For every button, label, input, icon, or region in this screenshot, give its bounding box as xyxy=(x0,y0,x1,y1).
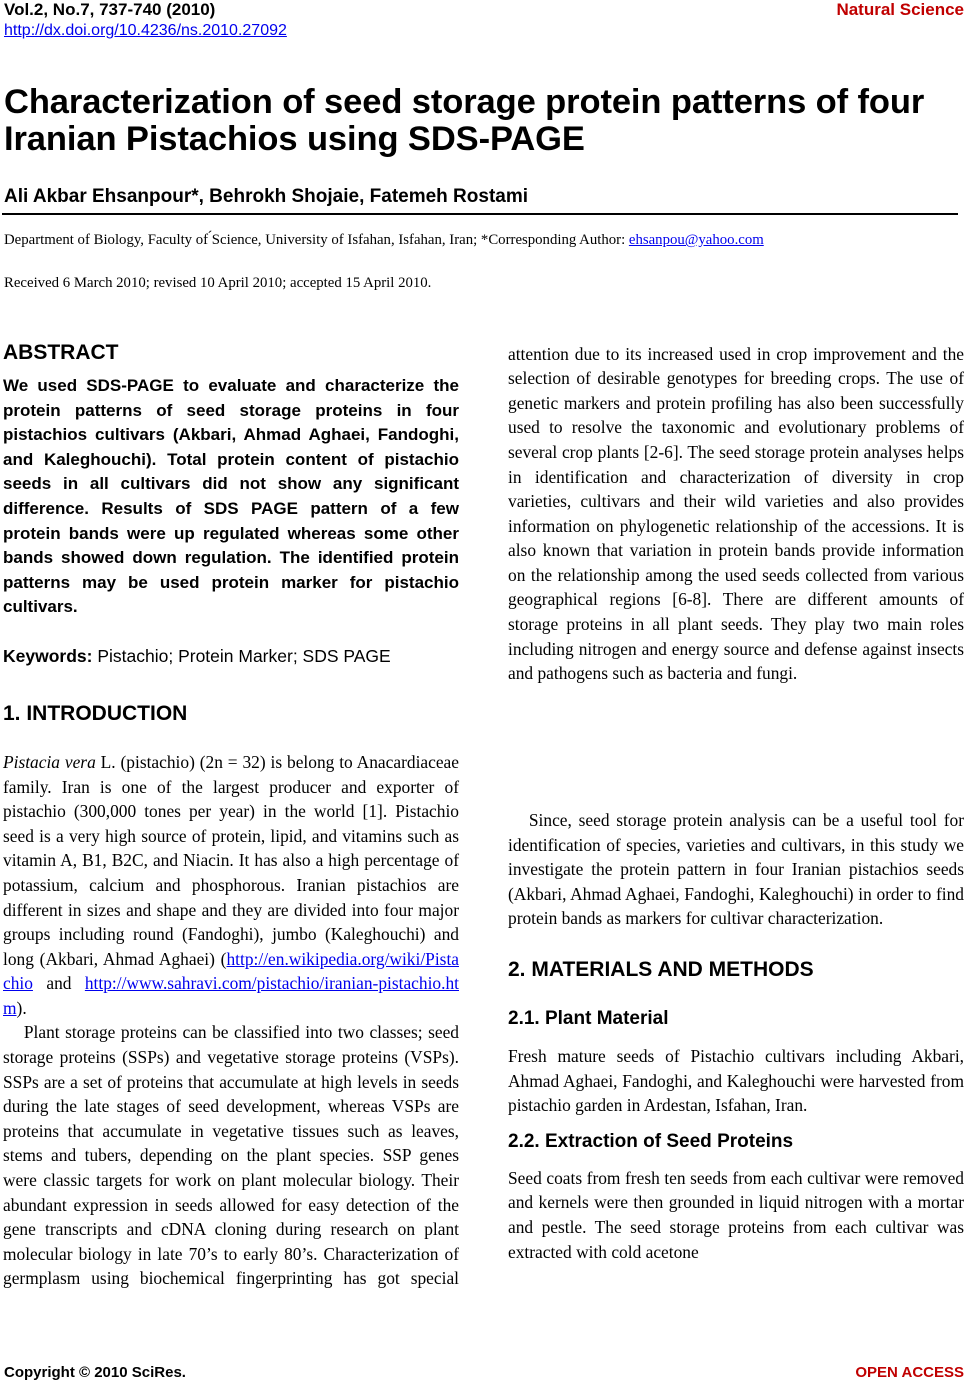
intro-paragraph-2-continued xyxy=(508,343,964,808)
citation: Vol.2, No.7, 737-740 (2010) xyxy=(4,0,216,19)
article-title: Characterization of seed storage protein patterns of four Iranian Pistachios using SDS-PAGE xyxy=(4,83,925,158)
received-dates: Received 6 March 2010; revised 10 April 2010; accepted 15 April 2010. xyxy=(4,275,432,291)
keywords xyxy=(3,644,459,668)
intro-p1-text: L. (pistachio) (2n = 32) is belong to Anacardiaceae family. Iran is one of the largest producer and exporter of pistachio (300,000 tones per year) in the world [1]. Pistachio seed is a very high source of protein, lipid, and vitamins such as vitamin A, B1, B2C, and Niacin. It has also a high percentage of potassium, calcium and phosphorous. Iranian pistachios are different in sizes and shape and they are divided into four major groups including round (Fandoghi), jumbo (Kaleghouchi) and long (Akbari, Ahmad Aghaei) ( xyxy=(3,751,459,969)
title-divider xyxy=(2,213,958,215)
authors: Ali Akbar Ehsanpour*, Behrokh Shojaie, Fatemeh Rostami xyxy=(4,186,529,207)
intro-p2-continuation: attention due to its increased used in crop improvement and the selection of desirable genotypes for breeding crops. The use of genetic markers and protein profiling has also been successfully used to resolve the taxonomic and evolutionary problems of several crop plants [2-6]. The seed storage protein analyses helps in identification and characterization of diversity in crop varieties, cultivars and their wild varieties and also provides information on phylogenetic relationship of the accessions. It is also known that variation in protein bands provide information on the relationship among the used seeds collected from various geographical regions [6-8]. There are different amounts of storage proteins in all plant seeds. They play two main roles including nitrogen and energy source and defense against insects and pathogens such as bacteria and fungi. xyxy=(508,343,964,684)
affiliation-text: Department of Biology, Faculty of ́Science, University of Isfahan, Isfahan, Iran; *Corresponding Author: xyxy=(4,232,629,248)
intro-paragraph-2: Plant storage proteins can be classified into two classes; seed storage proteins (SSPs) and vegetative storage proteins (VSPs). SSPs are a set of proteins that accumulate at high levels in seeds during the late stages of seed development, whereas VSPs are proteins that accumulate in vegetative tissues such as leaves, stems and tubers, depending on the plant species. SSP genes were classic targets for work on plant molecular biology. Their abundant expression in seeds allowed for easy detection of the gene transcripts and cDNA cloning during research on plant molecular biology in late 70’s to early 80’s. Characterization of germplasm using biochemical fingerprinting has got special xyxy=(3,1022,459,1289)
left-column xyxy=(3,340,459,1292)
plant-material-heading: 2.1. Plant Material xyxy=(508,1007,669,1029)
keywords-list: Pistachio; Protein Marker; SDS PAGE xyxy=(92,645,391,666)
intro-paragraph-3: Since, seed storage protein analysis can be a useful tool for identification of species, varieties and cultivars, in this study we investigate the protein pattern in four Iranian pistachios seeds (Akbari, Ahmad Aghaei, Fandoghi, Kaleghouchi) in order to find protein bands as markers for cultivar characterization. xyxy=(508,810,964,929)
intro-p1-end: ). xyxy=(16,997,27,1018)
sahravi-link[interactable]: http://www.sahravi.com/pistachio/iranian-pistachio.htm xyxy=(3,973,459,1018)
doi-link[interactable]: http://dx.doi.org/10.4236/ns.2010.27092 xyxy=(4,22,287,39)
wikipedia-link[interactable]: http://en.wikipedia.org/wiki/Pistachio xyxy=(3,948,459,994)
methods-heading: 2. MATERIALS AND METHODS xyxy=(508,957,814,981)
intro-heading: 1. INTRODUCTION xyxy=(3,701,188,725)
email-link[interactable]: ehsanpou@yahoo.com xyxy=(628,232,764,248)
plant-material-text: Fresh mature seeds of Pistachio cultivars including Akbari, Ahmad Aghaei, Fandoghi, and Kaleghouchi were harvested from pistachio garden in Ardestan, Isfahan, Iran. xyxy=(508,1045,964,1116)
keywords-label: Keywords: xyxy=(3,645,93,666)
extraction-heading: 2.2. Extraction of Seed Proteins xyxy=(508,1130,794,1152)
abstract-text: We used SDS-PAGE to evaluate and characterize the protein patterns of seed storage proteins in four pistachios cultivars (Akbari, Ahmad Aghaei, Fandoghi, and Kaleghouchi). Total protein content of pistachio seeds in all cultivars did not show any significant difference. Results of SDS PAGE pattern of a few protein bands were up regulated whereas some other bands showed down regulation. The identified protein patterns may be used protein marker for pistachio cultivars. xyxy=(3,376,459,617)
species-name: Pistacia vera xyxy=(3,751,96,772)
copyright: Copyright © 2010 SciRes. xyxy=(4,1364,186,1381)
affiliation xyxy=(4,231,764,249)
intro-paragraph-1 xyxy=(3,750,459,1021)
abstract-heading: ABSTRACT xyxy=(3,341,119,364)
extraction-text: Seed coats from fresh ten seeds from each cultivar were removed and kernels were then grounded in liquid nitrogen with a mortar and pestle. The seed storage proteins from each cultivar was extracted with cold acetone xyxy=(508,1167,964,1262)
right-column xyxy=(508,343,964,1264)
journal-name: Natural Science xyxy=(836,0,964,19)
intro-p1-and: and xyxy=(32,973,85,994)
open-access-label: OPEN ACCESS xyxy=(855,1364,964,1381)
